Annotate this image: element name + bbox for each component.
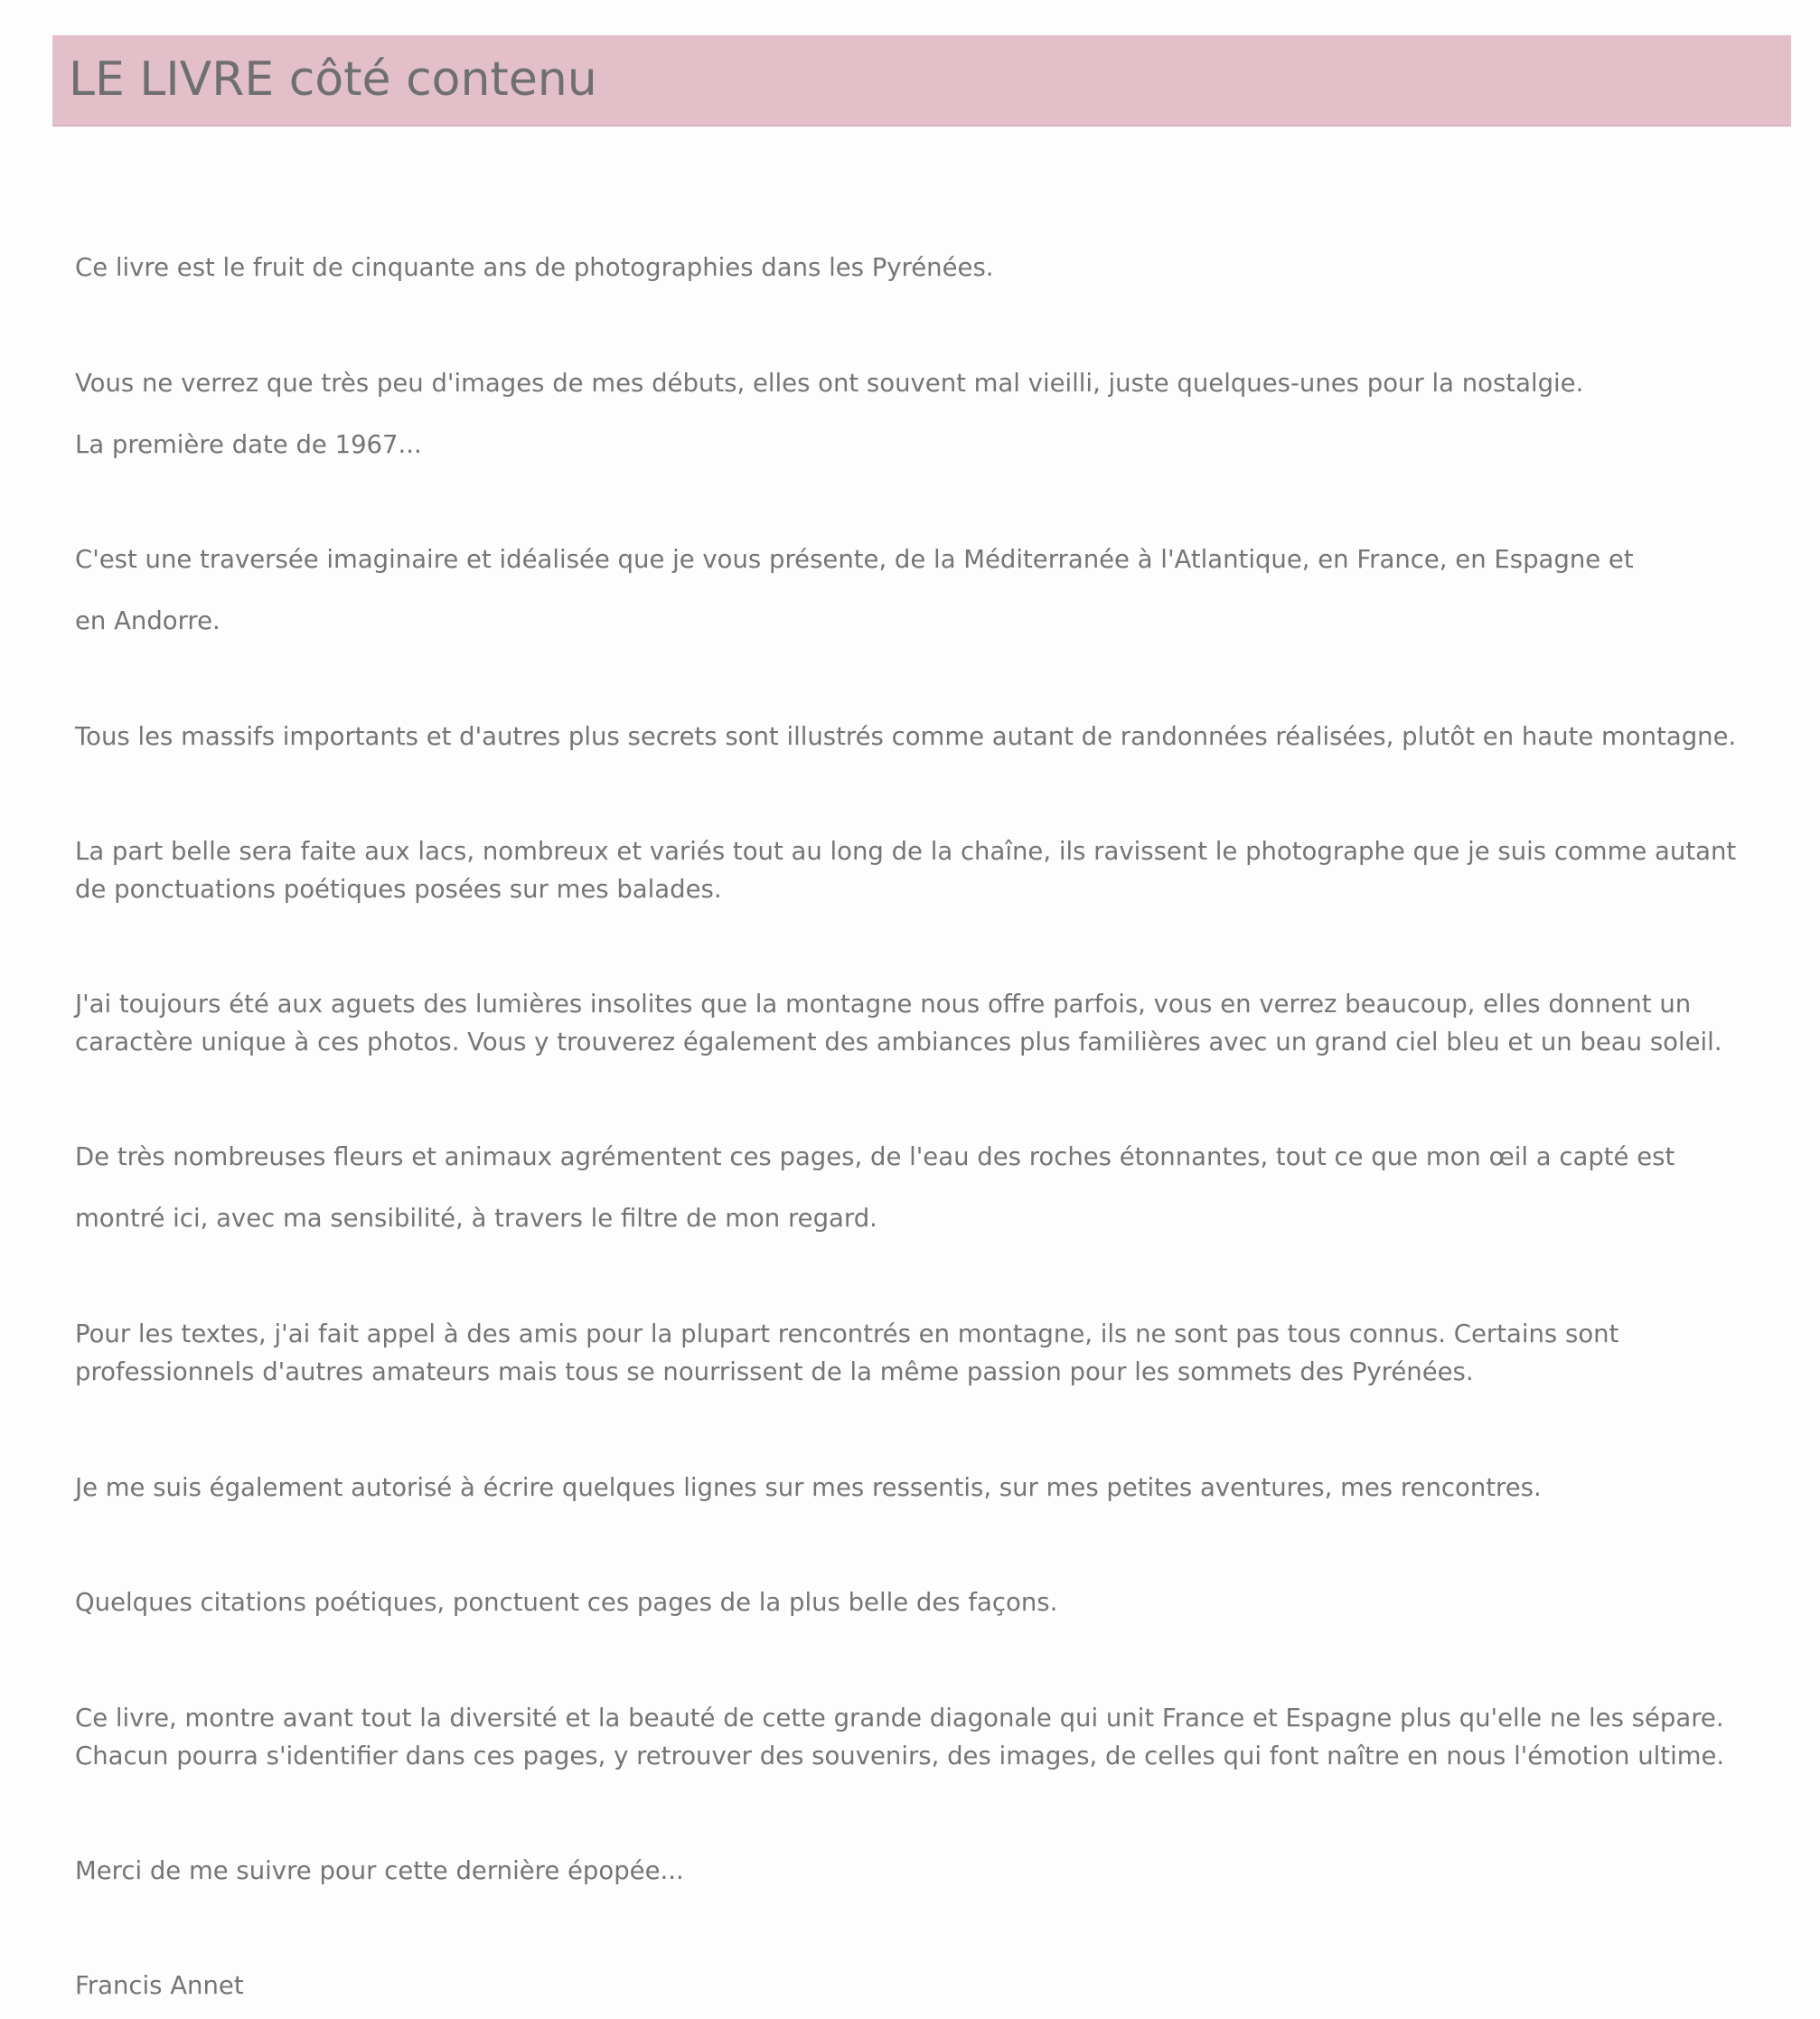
text-line: Pour les textes, j'ai fait appel à des amis pour la plupart rencontrés en montagne, ils ne sont pas tous connus. Certains sont <box>75 1319 1619 1348</box>
text-line: professionnels d'autres amateurs mais tous se nourrissent de la même passion pour les sommets des Pyrénées. <box>75 1357 1474 1386</box>
text-line: J'ai toujours été aux aguets des lumières insolites que la montagne nous offre parfois, vous en verrez beaucoup, elles donnent un <box>75 990 1692 1019</box>
text-line: Je me suis également autorisé à écrire quelques lignes sur mes ressentis, sur mes petites aventures, mes rencontres. <box>75 1473 1542 1502</box>
text-line: Tous les massifs importants et d'autres plus secrets sont illustrés comme autant de randonnées réalisées, plutôt en haute montagne. <box>75 722 1737 751</box>
text-line: Merci de me suivre pour cette dernière épopée... <box>75 1856 684 1885</box>
text-line: La première date de 1967... <box>75 430 422 459</box>
page-title: LE LIVRE côté contenu <box>69 52 597 107</box>
text-line: La part belle sera faite aux lacs, nombreux et variés tout au long de la chaîne, ils ravissent le photographe que je suis comme autant <box>75 837 1737 866</box>
text-line: De très nombreuses fleurs et animaux agrémentent ces pages, de l'eau des roches étonnantes, tout ce que mon œil a capté est <box>75 1142 1675 1171</box>
text-line: Chacun pourra s'identifier dans ces pages, y retrouver des souvenirs, des images, de celles qui font naître en nous l'émotion ultime. <box>75 1742 1725 1770</box>
author-signature: Francis Annet <box>75 1971 244 2000</box>
text-line: Ce livre est le fruit de cinquante ans de photographies dans les Pyrénées. <box>75 253 994 282</box>
text-line: caractère unique à ces photos. Vous y trouverez également des ambiances plus familières avec un grand ciel bleu et un beau soleil. <box>75 1028 1722 1056</box>
text-line: montré ici, avec ma sensibilité, à travers le filtre de mon regard. <box>75 1204 877 1233</box>
text-line: Ce livre, montre avant tout la diversité et la beauté de cette grande diagonale qui unit France et Espagne plus qu'elle ne les sépare. <box>75 1704 1724 1733</box>
text-line: C'est une traversée imaginaire et idéalisée que je vous présente, de la Méditerranée à l'Atlantique, en France, en Espagne et <box>75 545 1634 574</box>
text-line: de ponctuations poétiques posées sur mes balades. <box>75 875 722 904</box>
text-line: Vous ne verrez que très peu d'images de mes débuts, elles ont souvent mal vieilli, juste quelques-unes pour la nostalgie. <box>75 369 1584 398</box>
text-line: en Andorre. <box>75 606 220 635</box>
title-banner <box>52 35 1791 127</box>
text-line: Quelques citations poétiques, ponctuent ces pages de la plus belle des façons. <box>75 1588 1058 1617</box>
